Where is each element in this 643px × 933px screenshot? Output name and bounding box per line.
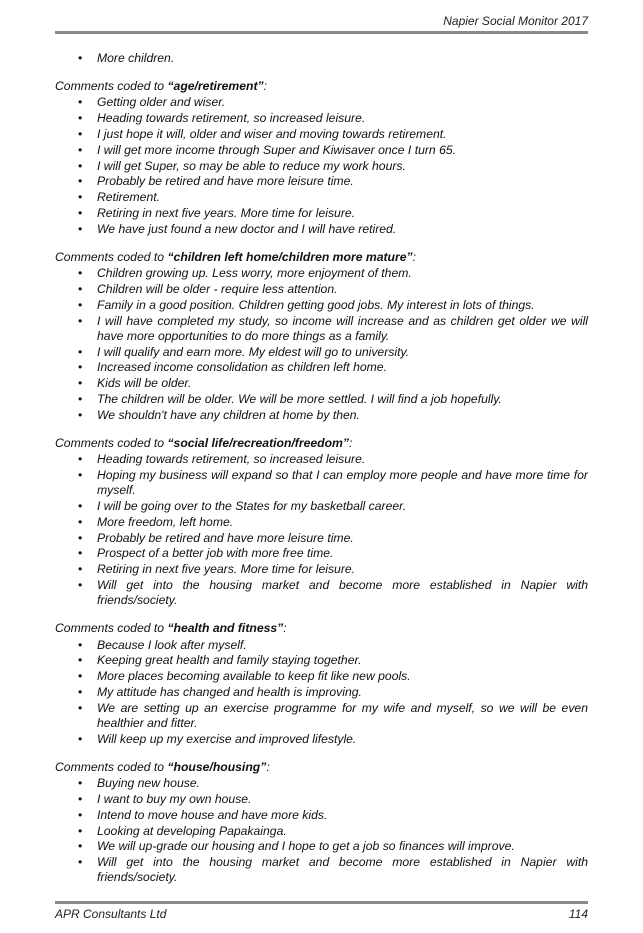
page-number: 114	[568, 907, 588, 921]
list-item-text: Will keep up my exercise and improved lifestyle.	[97, 731, 357, 746]
list-item-text: Children growing up. Less worry, more enjoyment of them.	[97, 266, 412, 281]
list-item-text: Keeping great health and family staying together.	[97, 653, 362, 668]
list-item	[55, 408, 588, 423]
list-item	[55, 638, 588, 653]
list-item	[55, 531, 588, 546]
list-item-text: We will up-grade our housing and I hope to get a job so finances will improve.	[97, 839, 515, 854]
list-item-text: We are setting up an exercise programme for my wife and myself, so we will be even healthier and fitter.	[97, 700, 588, 730]
list-item	[55, 468, 588, 498]
section-heading-suffix: :	[283, 621, 287, 636]
list-item	[55, 159, 588, 174]
list-item	[55, 174, 588, 189]
list-item	[55, 298, 588, 313]
bullet-icon: •	[78, 514, 83, 529]
list-item	[55, 792, 588, 807]
list-item	[55, 562, 588, 577]
intro-bullet-list	[55, 51, 588, 66]
section-heading-suffix: :	[412, 249, 416, 264]
list-item	[55, 685, 588, 700]
bullet-icon: •	[78, 190, 83, 205]
list-item	[55, 732, 588, 747]
footer-rule	[55, 901, 588, 904]
comment-section	[55, 760, 588, 886]
list-item	[55, 653, 588, 668]
bullet-icon: •	[78, 855, 83, 870]
header-title: Napier Social Monitor 2017	[443, 14, 588, 28]
list-item	[55, 360, 588, 375]
list-item	[55, 190, 588, 205]
list-item-text: Family in a good position. Children getting good jobs. My interest in lots of things.	[97, 297, 535, 312]
list-item-text: I just hope it will, older and wiser and moving towards retirement.	[97, 127, 447, 141]
list-item-text: Retiring in next five years. More time for leisure.	[97, 562, 356, 577]
list-item	[55, 776, 588, 791]
section-heading-prefix: Comments coded to	[55, 249, 168, 264]
list-item	[55, 111, 588, 126]
list-item-text: Will get into the housing market and become more established in Napier with friends/society.	[97, 855, 588, 885]
bullet-icon: •	[78, 823, 83, 838]
section-code: “children left home/children more mature”	[167, 249, 413, 264]
bullet-icon: •	[78, 376, 83, 391]
bullet-icon: •	[78, 637, 83, 652]
list-item	[55, 499, 588, 514]
list-item	[55, 51, 588, 66]
footer-company: APR Consultants Ltd	[55, 907, 167, 921]
list-item-text: More children.	[97, 51, 175, 65]
bullet-icon: •	[78, 174, 83, 189]
list-item-text: Heading towards retirement, so increased leisure.	[97, 452, 366, 467]
list-item-text: Will get into the housing market and become more established in Napier with friends/society.	[97, 577, 588, 608]
list-item-text: Retirement.	[97, 190, 160, 205]
section-heading-prefix: Comments coded to	[55, 621, 168, 636]
list-item-text: Intend to move house and have more kids.	[97, 807, 328, 822]
list-item	[55, 452, 588, 467]
list-item-text: Buying new house.	[97, 776, 200, 791]
section-heading-suffix: :	[266, 759, 270, 774]
bullet-icon: •	[78, 344, 83, 359]
bullet-icon: •	[78, 562, 83, 577]
bullet-icon: •	[78, 684, 83, 699]
bullet-icon: •	[78, 452, 83, 467]
list-item-text: I will get more income through Super and Kiwisaver once I turn 65.	[97, 142, 457, 157]
bullet-icon: •	[78, 791, 83, 806]
section-heading-prefix: Comments coded to	[55, 79, 168, 94]
bullet-icon: •	[78, 498, 83, 513]
document-body	[55, 51, 588, 886]
list-item	[55, 855, 588, 885]
section-heading	[55, 79, 588, 94]
list-item-text: Looking at developing Papakainga.	[97, 823, 287, 838]
section-bullet-list	[55, 776, 588, 885]
list-item-text: Increased income consolidation as children left home.	[97, 360, 387, 375]
bullet-icon: •	[78, 313, 83, 328]
bullet-icon: •	[78, 530, 83, 545]
section-heading	[55, 760, 588, 775]
comment-sections	[55, 79, 588, 885]
bullet-icon: •	[78, 577, 83, 592]
list-item-text: More places becoming available to keep fit like new pools.	[97, 669, 411, 684]
section-code: “social life/recreation/freedom”	[167, 435, 349, 450]
list-item-text: I will get Super, so may be able to reduce my work hours.	[97, 158, 406, 173]
list-item-text: I will be going over to the States for my basketball career.	[97, 498, 407, 513]
bullet-icon: •	[78, 807, 83, 822]
list-item-text: Retiring in next five years. More time for leisure.	[97, 205, 356, 220]
list-item-text: My attitude has changed and health is improving.	[97, 684, 362, 699]
list-item-text: Hoping my business will expand so that I can employ more people and have more time for myself.	[97, 467, 588, 498]
list-item	[55, 143, 588, 158]
list-item	[55, 839, 588, 854]
section-bullet-list	[55, 266, 588, 423]
bullet-icon: •	[78, 731, 83, 746]
bullet-icon: •	[78, 776, 83, 791]
list-item	[55, 376, 588, 391]
comment-section	[55, 436, 588, 608]
list-item	[55, 808, 588, 823]
list-item	[55, 345, 588, 360]
bullet-icon: •	[78, 669, 83, 684]
bullet-icon: •	[78, 360, 83, 375]
bullet-icon: •	[78, 546, 83, 561]
bullet-icon: •	[78, 221, 83, 236]
section-heading-prefix: Comments coded to	[55, 759, 168, 774]
list-item	[55, 314, 588, 344]
list-item-text: I will have completed my study, so income will increase and as children get older we will have more opportunities to do more things as a family.	[97, 313, 588, 343]
section-code: “house/housing”	[167, 759, 267, 774]
list-item-text: Probably be retired and have more leisure time.	[97, 174, 354, 189]
list-item	[55, 701, 588, 731]
bullet-icon: •	[78, 297, 83, 312]
header-rule	[55, 31, 588, 34]
list-item	[55, 282, 588, 297]
list-item-text: Heading towards retirement, so increased leisure.	[97, 111, 366, 126]
bullet-icon: •	[78, 111, 83, 126]
list-item	[55, 392, 588, 407]
bullet-icon: •	[78, 142, 83, 157]
list-item-text: Kids will be older.	[97, 376, 192, 391]
list-item-text: Probably be retired and have more leisure time.	[97, 530, 354, 545]
list-item	[55, 669, 588, 684]
section-bullet-list	[55, 95, 588, 237]
section-bullet-list	[55, 638, 588, 747]
bullet-icon: •	[78, 407, 83, 422]
bullet-icon: •	[78, 127, 83, 141]
list-item-text: Prospect of a better job with more free time.	[97, 546, 334, 561]
list-item	[55, 515, 588, 530]
section-heading-suffix: :	[348, 435, 353, 450]
section-heading-prefix: Comments coded to	[55, 435, 168, 450]
list-item-text: We have just found a new doctor and I will have retired.	[97, 221, 397, 236]
list-item-text: Children will be older - require less attention.	[97, 281, 338, 296]
bullet-icon: •	[78, 95, 83, 110]
bullet-icon: •	[78, 266, 83, 281]
comment-section	[55, 621, 588, 747]
section-heading	[55, 436, 588, 451]
list-item-text: I want to buy my own house.	[97, 791, 252, 806]
list-item	[55, 266, 588, 281]
list-item	[55, 222, 588, 237]
bullet-icon: •	[78, 467, 83, 482]
comment-section	[55, 250, 588, 423]
list-item-text: Getting older and wiser.	[97, 95, 226, 110]
list-item	[55, 546, 588, 561]
section-code: “health and fitness”	[167, 621, 284, 636]
list-item-text: I will qualify and earn more. My eldest will go to university.	[97, 344, 410, 359]
bullet-icon: •	[78, 653, 83, 668]
section-code: “age/retirement”	[167, 79, 264, 94]
list-item	[55, 206, 588, 221]
list-item	[55, 95, 588, 110]
bullet-icon: •	[78, 391, 83, 406]
comment-section	[55, 79, 588, 237]
section-heading	[55, 250, 588, 265]
section-bullet-list	[55, 452, 588, 608]
bullet-icon: •	[78, 700, 83, 715]
bullet-icon: •	[78, 158, 83, 173]
list-item	[55, 824, 588, 839]
bullet-icon: •	[78, 839, 83, 854]
bullet-icon: •	[78, 205, 83, 220]
list-item-text: More freedom, left home.	[97, 514, 234, 529]
section-heading	[55, 621, 588, 636]
list-item	[55, 127, 588, 142]
list-item-text: We shouldn't have any children at home by then.	[97, 407, 360, 422]
bullet-icon: •	[78, 281, 83, 296]
bullet-icon: •	[78, 51, 83, 65]
list-item-text: The children will be older. We will be more settled. I will find a job hopefully.	[97, 391, 502, 406]
list-item	[55, 578, 588, 608]
section-heading-suffix: :	[263, 79, 268, 94]
list-item-text: Because I look after myself.	[97, 637, 247, 652]
